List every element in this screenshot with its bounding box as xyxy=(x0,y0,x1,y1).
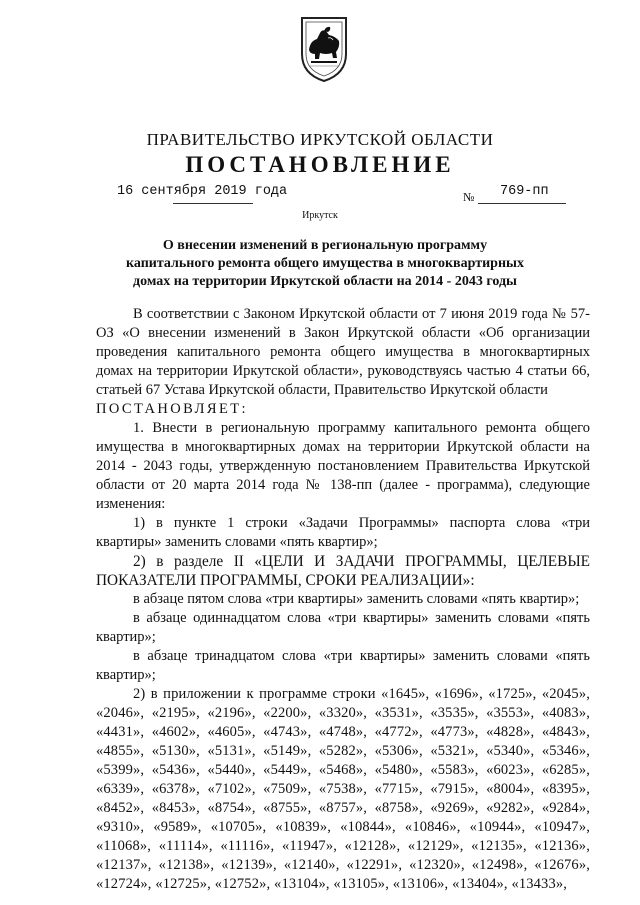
resolves-word: ПОСТАНОВЛЯЕТ: xyxy=(96,401,248,417)
amendment-paragraph-11: в абзаце одиннадцатом слова «три квартиры» заменить словами «пять квартир»; xyxy=(96,610,590,645)
amendment-paragraph-13: в абзаце тринадцатом слова «три квартиры» заменить словами «пять квартир»; xyxy=(96,648,590,683)
document-type-title: ПОСТАНОВЛЕНИЕ xyxy=(185,152,455,177)
government-name: ПРАВИТЕЛЬСТВО ИРКУТСКОЙ ОБЛАСТИ xyxy=(146,130,494,149)
number-underline xyxy=(478,203,566,204)
preamble-paragraph: В соответствии с Законом Иркутской области от 7 июня 2019 года № 57-ОЗ «О внесении изменений в Закон Иркутской области «Об организации проведения капитального ремонта общего имущества в многоквартирных домах на территории Иркутской области», руководствуясь частью 4 статьи 66, статьей 67 Устава Иркутской области, Правительство Иркутской области xyxy=(96,306,590,398)
subclause-2-paragraph: 2) в разделе II «ЦЕЛИ И ЗАДАЧИ ПРОГРАММЫ, ЦЕЛЕВЫЕ ПОКАЗАТЕЛИ ПРОГРАММЫ, СРОКИ РЕАЛИЗАЦИИ»: xyxy=(96,553,590,589)
irkutsk-coat-of-arms-icon xyxy=(298,14,350,84)
amendment-paragraph-5: в абзаце пятом слова «три квартиры» заменить словами «пять квартир»; xyxy=(133,591,580,607)
document-number: 769-пп xyxy=(500,184,549,199)
document-heading: О внесении изменений в региональную программу капитального ремонта общего имущества в многоквартирных домах на территории Иркутской области на 2014 - 2043 годы xyxy=(126,238,524,289)
number-sign: № xyxy=(463,190,475,204)
document-date: 16 сентября 2019 года xyxy=(117,184,288,199)
document-body xyxy=(96,305,590,894)
clause-1-paragraph: 1. Внести в региональную программу капитального ремонта общего имущества в многоквартирных домах на территории Иркутской области на 2014 - 2043 годы, утвержденную постановлением Правительства Иркутской области от 20 марта 2014 года № 138-пп (далее - программа), следующие изменения: xyxy=(96,420,590,512)
date-underline xyxy=(173,203,253,204)
appendix-rows-paragraph: 2) в приложении к программе строки «1645», «1696», «1725», «2045», «2046», «2195», «2196», «2200», «3320», «3531», «3535», «3553», «4083», «4431», «4602», «4605», «4743», «4748», «4772», «4773», «4828», «4843», «4855», «5130», «5131», «5149», «5282», «5306», «5321», «5340», «5346», «5399», «5436», «5440», «5449», «5468», «5480», «5583», «6023», «6285», «6339», «6378», «7102», «7509», «7538», «7715», «7915», «8004», «8395», «8452», «8453», «8754», «8755», «8757», «8758», «9269», «9282», «9284», «9310», «9589», «10705», «10839», «10844», «10846», «10944», «10947», «11068», «11114», «11116», «11947», «12128», «12129», «12135», «12136», «12137», «12138», «12139», «12140», «12291», «12320», «12498», «12676», «12724», «12725», «12752», «13104», «13105», «13106», «13404», «13433», xyxy=(96,686,590,892)
city-name: Иркутск xyxy=(302,210,338,221)
subclause-1-paragraph: 1) в пункте 1 строки «Задачи Программы» паспорта слова «три квартиры» заменить словами «пять квартир»; xyxy=(96,515,590,550)
